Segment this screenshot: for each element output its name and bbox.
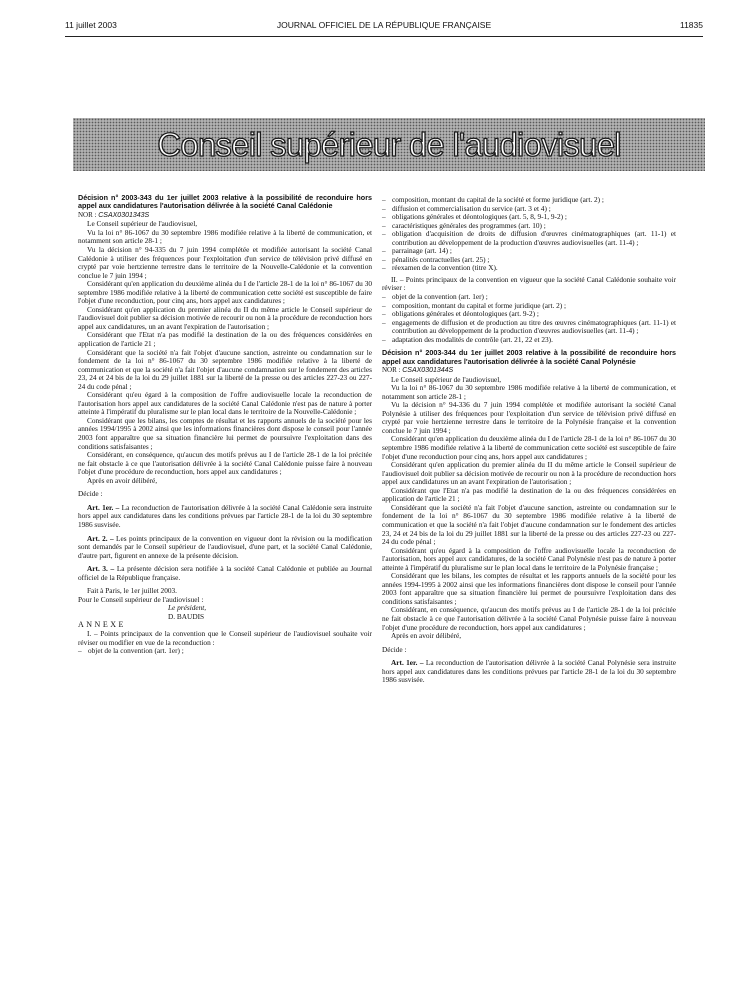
annexe-intro: I. – Points principaux de la convention que le Conseil supérieur de l'audiovisuel souhaite voir réviser ou modifier en vue de la reconduction :	[78, 628, 372, 647]
paragraph: Considérant qu'eu égard à la composition de l'offre audiovisuelle locale la reconduction de l'autorisation hors appel aux candidatures de la société Canal Calédonie n'est pas de nature à porter atteinte à l'impératif du pluralisme sur le plan local dans le territoire de la Nouvelle-Calédonie ;	[78, 390, 372, 417]
section-banner	[73, 118, 705, 171]
left-column	[78, 194, 372, 656]
article-1-b-label: Art. 1er. –	[391, 658, 424, 668]
list-item: – obligations générales et déontologiques (art. 5, 8, 9-1, 9-2) ;	[382, 213, 676, 222]
paragraph: Vu la loi n° 86-1067 du 30 septembre 1986 modifiée relative à la liberté de communication, et notamment son article 28-1 ;	[78, 227, 372, 246]
paragraph: Vu la loi n° 86-1067 du 30 septembre 1986 modifiée relative à la liberté de communication, et notamment son article 28-1 ;	[382, 383, 676, 401]
article-1-b	[382, 659, 676, 685]
banner-title: Conseil supérieur de l'audiovisuel	[157, 126, 621, 163]
page-number: 11835	[679, 20, 703, 30]
paragraph: Considérant que la société n'a fait l'objet d'aucune sanction, astreinte ou condamnation sur le fondement de la loi n° 86-1067 du 30 septembre 1986 modifiée relative à la liberté de communication et que la société n'a fait l'objet d'aucune condamnation sur le fondement des articles 23, 24 et 24 bis de la loi du 29 juillet 1881 sur la liberté de la presse ou des articles 227-23 ou 227-24 du code pénal ;	[78, 347, 372, 391]
paragraph: Vu la décision n° 94-336 du 7 juin 1994 complétée et modifiée autorisant la société Canal Polynésie à utiliser des fréquences pour l'exploitation d'un service de télévision privé diffusé en crypté par voie hertzienne terrestre dans le territoire de la Polynésie française et la convention conclue le 7 juin 1994 ;	[382, 400, 676, 435]
paragraph: Considérant qu'en application du deuxième alinéa du I de l'article 28-1 de la loi n° 86-1067 du 30 septembre 1986 modifiée relative à la liberté de communication cette société est susceptible de faire l'objet d'une reconduction, pour cinq ans, hors appel aux candidatures ;	[78, 279, 372, 306]
list-item: – pénalités contractuelles (art. 25) ;	[382, 256, 676, 265]
nor-label: NOR :	[78, 210, 97, 219]
issue-date: 11 juillet 2003	[65, 20, 117, 30]
paragraph: Considérant que l'Etat n'a pas modifié la destination de la ou des fréquences considérées en application de l'article 21 ;	[382, 485, 676, 504]
paragraph: Considérant que les bilans, les comptes de résultat et les rapports annuels de la société pour les années 1994/1995 à 2002 ainsi que les informations financières dont dispose le conseil pour l'année 2003 font apparaître que sa situation financière lui permet de poursuivre l'exploitation dans des conditions satisfaisantes ;	[78, 415, 372, 451]
signature-role: Le président,	[168, 603, 207, 613]
article-3-label: Art. 3. –	[87, 564, 115, 574]
decision-title: Décision n° 2003-343 du 1er juillet 2003 relative à la possibilité de reconduire hors appel aux candidatures l'autorisation délivrée à la société Canal Calédonie	[78, 193, 372, 211]
annexe-first-item: – objet de la convention (art. 1er) ;	[78, 647, 372, 656]
article-1-label: Art. 1er. –	[87, 502, 120, 512]
paragraph: Le Conseil supérieur de l'audiovisuel,	[391, 374, 502, 384]
list-item: – diffusion et commercialisation du service (art. 3 et 4) ;	[382, 205, 676, 214]
paragraph: Considérant que les bilans, les comptes de résultat et les rapports annuels de la société pour les années 1994-1995 à 2002 ainsi que les informations financières dont dispose le conseil pour l'année 2003 font apparaître que sa situation financière lui permet de poursuivre l'exploitation dans des conditions satisfaisantes ;	[382, 571, 676, 606]
decision-title-2: Décision n° 2003-344 du 1er juillet 2003 relative à la possibilité de reconduire hors appel aux candidatures l'autorisation délivrée à la société Canal Polynésie	[382, 348, 676, 366]
paragraph: Considérant qu'en application du deuxième alinéa du I de l'article 28-1 de la loi n° 86-1067 du 30 septembre 1986 modifiée relative à la liberté de communication cette société est susceptible de faire l'objet d'une reconduction pour cinq ans, hors appel aux candidatures ;	[382, 434, 676, 461]
list-item: – engagements de diffusion et de production au titre des œuvres cinématographiques (art. 11-1) et contribution au développement de la production d'œuvres audiovisuelles (art. 11-4) ;	[382, 319, 676, 336]
paragraph: Le Conseil supérieur de l'audiovisuel,	[87, 219, 198, 229]
list-item: – parrainage (art. 14) ;	[382, 247, 676, 256]
paragraph: Après en avoir délibéré,	[391, 631, 462, 641]
left-paragraphs	[78, 220, 372, 485]
decide-heading: Décide :	[78, 489, 103, 499]
right-paragraphs	[382, 376, 676, 641]
signature-for: Pour le Conseil supérieur de l'audiovisuel :	[78, 594, 204, 604]
paragraph: Considérant, en conséquence, qu'aucun des motifs prévus au I de l'article 28-1 de la loi précitée ne fait obstacle à ce que l'autorisation délivrée à la société Canal Polynésie puisse faire à nouveau l'objet d'une procédure de reconduction, hors appel aux candidatures ;	[382, 605, 676, 632]
journal-title: JOURNAL OFFICIEL DE LA RÉPUBLIQUE FRANÇAISE	[276, 20, 492, 30]
running-header	[65, 20, 703, 34]
nor-code: CSAX0301343S	[98, 211, 150, 219]
list-item: – composition, montant du capital de la société et forme juridique (art. 2) ;	[382, 196, 676, 205]
paragraph: Considérant qu'eu égard à la composition de l'offre audiovisuelle locale la reconduction de l'autorisation, hors appel aux candidatures, de la société Canal Polynésie n'est pas de nature à porter atteinte à l'impératif du pluralisme sur le plan local dans le territoire de la Polynésie française ;	[382, 545, 676, 572]
annexe-title: ANNEXE	[78, 620, 126, 630]
list-item: – objet de la convention (art. 1er) ;	[382, 293, 676, 302]
header-rule	[65, 36, 703, 37]
paragraph: Considérant que l'Etat n'a pas modifié la destination de la ou des fréquences considérées en application de l'article 21 ;	[78, 330, 372, 349]
list-item: – composition, montant du capital et forme juridique (art. 2) ;	[382, 302, 676, 311]
paragraph: Considérant qu'en application du premier alinéa du II du même article le Conseil supérieur de l'audiovisuel doit publier sa décision motivée de recourir ou non à la procédure de reconduction hors appel aux candidatures un an avant l'expiration de l'autorisation ;	[382, 460, 676, 487]
signature-name: D. BAUDIS	[168, 611, 205, 621]
right-column	[382, 196, 676, 685]
article-1-b-text: La reconduction de l'autorisation délivrée à la société Canal Polynésie sera instruite hors appel aux candidatures dans les conditions prévues par l'article 28-1 de la loi du 30 septembre 1986 susvisée.	[382, 658, 676, 685]
nor-code-2: CSAX0301344S	[402, 367, 454, 375]
article-2-text: Les points principaux de la convention en vigueur dont la révision ou la modification sont demandés par le Conseil supérieur de l'audiovisuel, d'une part, et la société Canal Calédonie, d'autre part, figurent en annexe de la présente décision.	[78, 533, 372, 560]
paragraph: Considérant que la société n'a fait l'objet d'aucune sanction, astreinte ou condamnation sur le fondement de la loi n° 86-1067 du 30 septembre 1986 modifiée relative à la liberté de communication et que la société n'a fait l'objet d'aucune condamnation sur le fondement des articles 23, 24 et 24 bis de la loi du 29 juillet 1881 sur la liberté de la presse ou des articles 227-23 ou 227-24 du code pénal ;	[382, 502, 676, 547]
article-2	[78, 535, 372, 561]
article-3	[78, 565, 372, 582]
article-3-text: La présente décision sera notifiée à la société Canal Calédonie et publiée au Journal officiel de la République française.	[78, 564, 372, 582]
paragraph: Considérant, en conséquence, qu'aucun des motifs prévus au I de l'article 28-1 de la loi précitée ne fait obstacle à ce que l'autorisation délivrée à la société Canal Calédonie puisse faire à nouveau l'objet d'une procédure de reconduction, hors appel aux candidatures ;	[78, 450, 372, 477]
paragraph: Considérant qu'en application du premier alinéa du II du même article le Conseil supérieur de l'audiovisuel doit publier sa décision motivée de recourir ou non à la procédure de reconduction hors appel aux candidatures, un an avant l'expiration de l'autorisation ;	[78, 304, 372, 331]
list-item: – obligations générales et déontologiques (art. 9-2) ;	[382, 310, 676, 319]
list-item: – caractéristiques générales des programmes (art. 10) ;	[382, 222, 676, 231]
article-2-label: Art. 2. –	[87, 533, 114, 543]
section-II: II. – Points principaux de la convention en vigueur que la société Canal Calédonie souhaite voir réviser :	[382, 274, 676, 293]
done-line: Fait à Paris, le 1er juillet 2003.	[87, 586, 177, 596]
list-item: – adaptation des modalités de contrôle (art. 21, 22 et 23).	[382, 336, 676, 345]
annexe-list-1	[382, 196, 676, 273]
paragraph: Après en avoir délibéré,	[87, 475, 158, 485]
list-item: – réexamen de la convention (titre X).	[382, 264, 676, 273]
article-1-text: La reconduction de l'autorisation délivrée à la société Canal Calédonie sera instruite hors appel aux candidatures dans les conditions prévues par l'article 28-1 de la loi du 30 septembre 1986 susvisée.	[78, 502, 372, 529]
decide-heading-2: Décide :	[382, 644, 407, 654]
nor-label-2: NOR :	[382, 366, 401, 375]
paragraph: Vu la décision n° 94-335 du 7 juin 1994 complétée et modifiée autorisant la société Canal Calédonie à utiliser des fréquences pour l'exploitation d'un service de télévision privé diffusé en crypté par voie hertzienne terrestre dans le territoire de la Nouvelle-Calédonie et la convention conclue le 7 juin 1994 ;	[78, 245, 372, 280]
list-item: – obligation d'acquisition de droits de diffusion d'œuvres cinématographiques (art. 11-1) et contribution au développement de la production d'œuvres audiovisuelles (art. 11-4) ;	[382, 230, 676, 247]
annexe-list-2	[382, 293, 676, 344]
article-1	[78, 504, 372, 530]
